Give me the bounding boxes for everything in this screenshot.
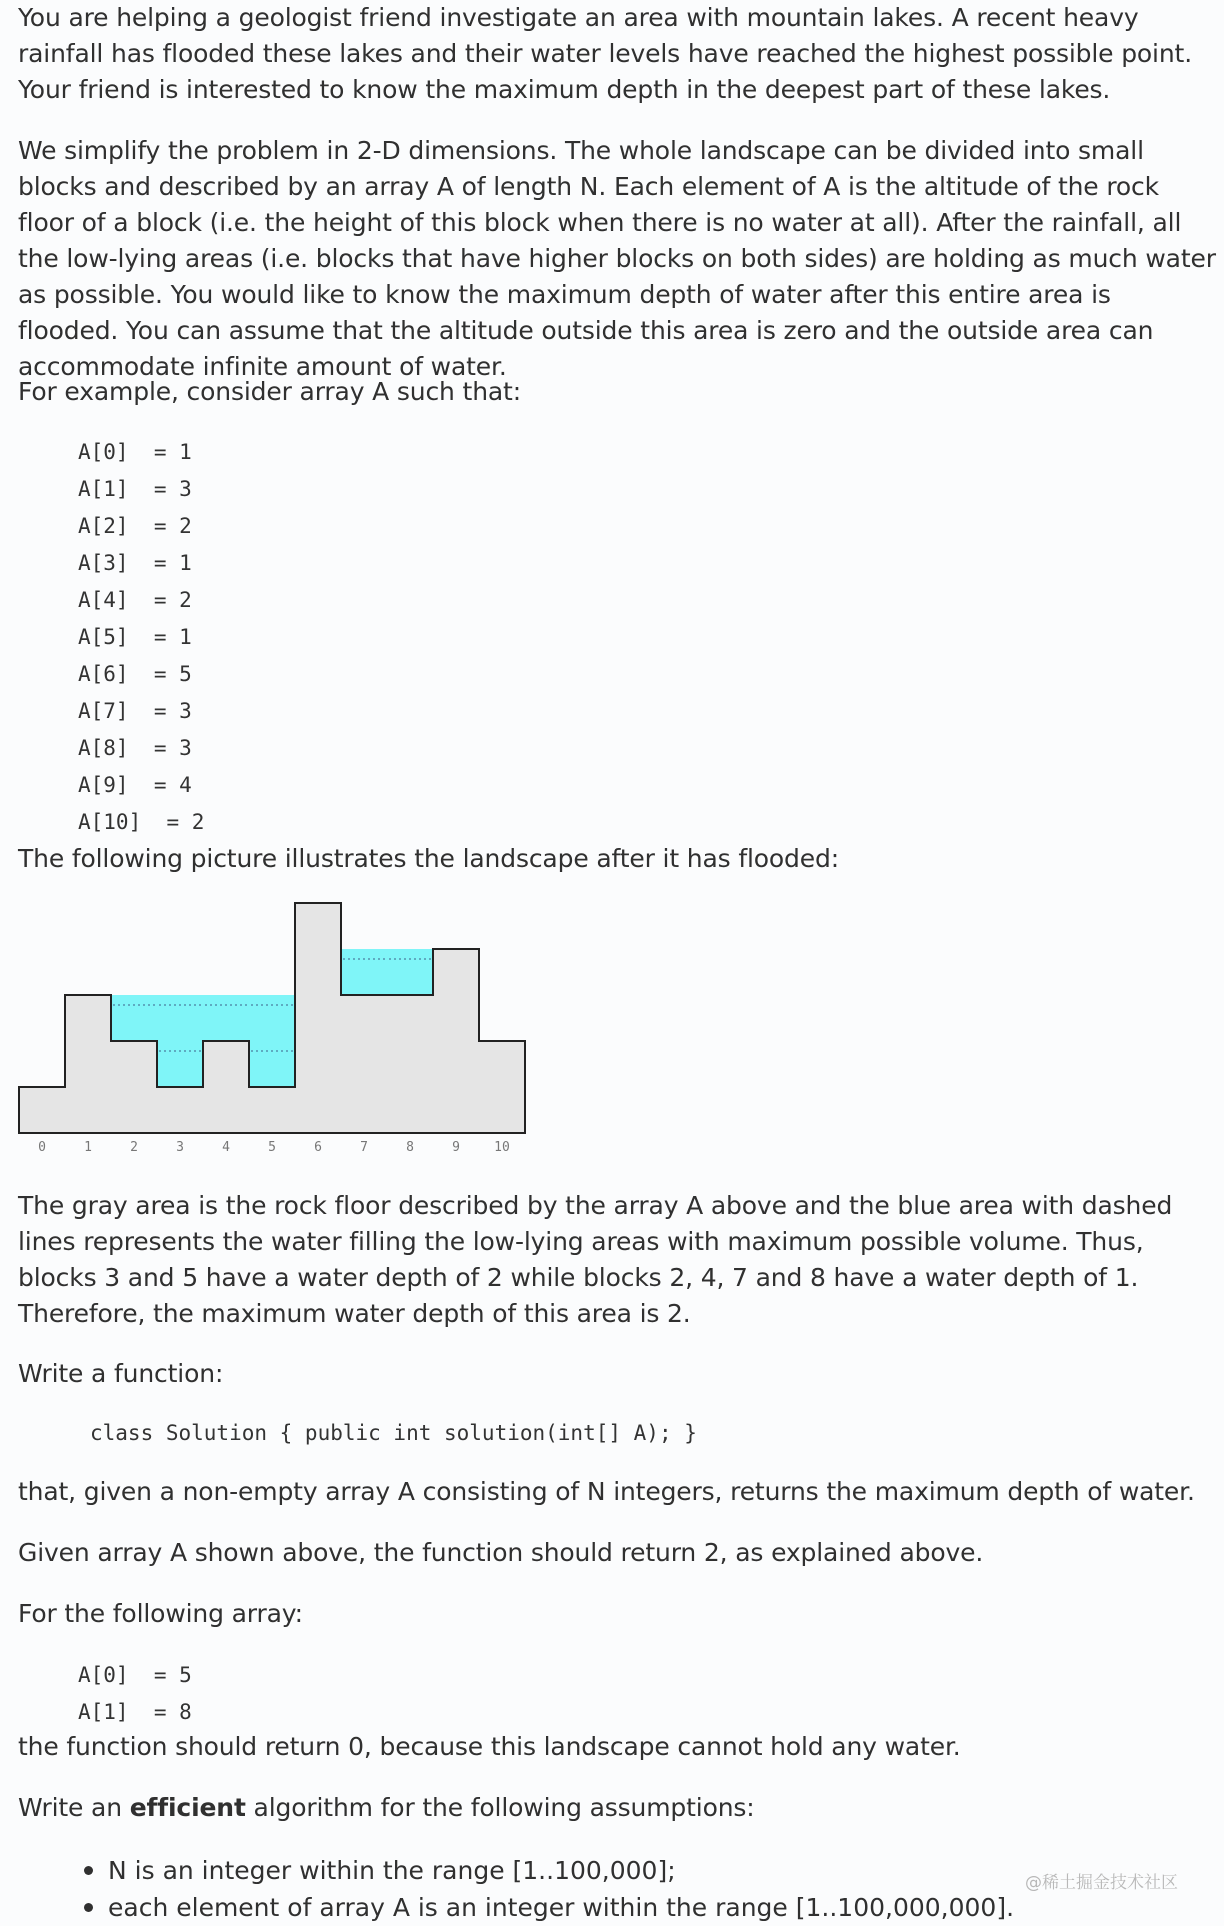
array-element-line: A[7] = 3 xyxy=(78,699,192,723)
second-example-intro: For the following array: xyxy=(18,1599,303,1628)
flood-landscape-chart xyxy=(18,896,548,1156)
bullet-dot-icon xyxy=(84,1866,93,1875)
x-tick-label: 2 xyxy=(130,1140,138,1155)
x-tick-label: 10 xyxy=(494,1140,510,1155)
array-element-line: A[9] = 4 xyxy=(78,773,192,797)
array-element-line: A[4] = 2 xyxy=(78,588,192,612)
water-block-8 xyxy=(387,949,433,995)
x-tick-label: 0 xyxy=(38,1140,46,1155)
x-tick-label: 4 xyxy=(222,1140,230,1155)
assumptions-list xyxy=(18,1852,1118,1926)
assumption-item xyxy=(18,1852,1118,1889)
x-tick-label: 8 xyxy=(406,1140,414,1155)
bullet-dot-icon xyxy=(84,1903,93,1912)
explanation-paragraph: The gray area is the rock floor described by the array A above and the blue area with dashed lines represents the water filling the low-lying areas with maximum possible volume. Thus, blocks 3 and 5 have a water depth of 2 while blocks 2, 4, 7 and 8 have a water depth of 1. Therefore, the maximum water depth of this area is 2. xyxy=(18,1191,1173,1328)
intro-paragraph-3: For example, consider array A such that: xyxy=(18,377,521,406)
assumptions-lead-bold: efficient xyxy=(129,1793,246,1822)
array-element-line: A[2] = 2 xyxy=(78,514,192,538)
water-block-5 xyxy=(249,995,295,1087)
assumptions-lead xyxy=(18,1790,1218,1826)
figure-caption: The following picture illustrates the landscape after it has flooded: xyxy=(18,844,839,873)
array-element-line: A[0] = 1 xyxy=(78,440,192,464)
function-signature: class Solution { public int solution(int[] A); } xyxy=(90,1421,697,1445)
array-element-line: A[3] = 1 xyxy=(78,551,192,575)
array-element-line: A[5] = 1 xyxy=(78,625,192,649)
x-tick-label: 7 xyxy=(360,1140,368,1155)
water-block-7 xyxy=(341,949,387,995)
array-element-line: A[1] = 8 xyxy=(78,1700,192,1724)
x-tick-label: 3 xyxy=(176,1140,184,1155)
assumption-item-text: each element of array A is an integer within the range [1..100,000,000]. xyxy=(108,1893,1015,1922)
function-description: that, given a non-empty array A consisting of N integers, returns the maximum depth of water. xyxy=(18,1477,1195,1506)
intro-paragraph-2: We simplify the problem in 2-D dimensions. The whole landscape can be divided into small blocks and described by an array A of length N. Each element of A is the altitude of the rock floor of a block (i.e. the height of this block when there is no water at all). After the rainfall, all the low-lying areas (i.e. blocks that have higher blocks on both sides) are holding as much water as possible. You would like to know the maximum depth of water after this entire area is flooded. You can assume that the altitude outside this area is zero and the outside area can accommodate infinite amount of water. xyxy=(18,136,1216,381)
assumptions-lead-prefix: Write an xyxy=(18,1793,130,1822)
array-element-line: A[10] = 2 xyxy=(78,810,205,834)
x-tick-label: 9 xyxy=(452,1140,460,1155)
expected-result-text: Given array A shown above, the function should return 2, as explained above. xyxy=(18,1538,984,1567)
array-element-line: A[6] = 5 xyxy=(78,662,192,686)
x-tick-label: 1 xyxy=(84,1140,92,1155)
assumptions-lead-suffix: algorithm for the following assumptions: xyxy=(245,1793,755,1822)
second-example-result: the function should return 0, because this landscape cannot hold any water. xyxy=(18,1732,961,1761)
assumption-item-text: N is an integer within the range [1..100,000]; xyxy=(108,1856,676,1885)
write-function-text: Write a function: xyxy=(18,1359,224,1388)
assumption-item xyxy=(18,1889,1118,1926)
x-tick-label: 6 xyxy=(314,1140,322,1155)
array-element-line: A[1] = 3 xyxy=(78,477,192,501)
x-tick-label: 5 xyxy=(268,1140,276,1155)
water-block-3 xyxy=(157,995,203,1087)
intro-paragraph-1: You are helping a geologist friend investigate an area with mountain lakes. A recent heavy rainfall has flooded these lakes and their water levels have reached the highest possible point. Your friend is interested to know the maximum depth in the deepest part of these lakes. xyxy=(18,3,1192,104)
water-block-4 xyxy=(203,995,249,1041)
water-block-2 xyxy=(111,995,157,1041)
array-element-line: A[8] = 3 xyxy=(78,736,192,760)
array-element-line: A[0] = 5 xyxy=(78,1663,192,1687)
watermark: @稀土掘金技术社区 xyxy=(1025,1873,1178,1893)
